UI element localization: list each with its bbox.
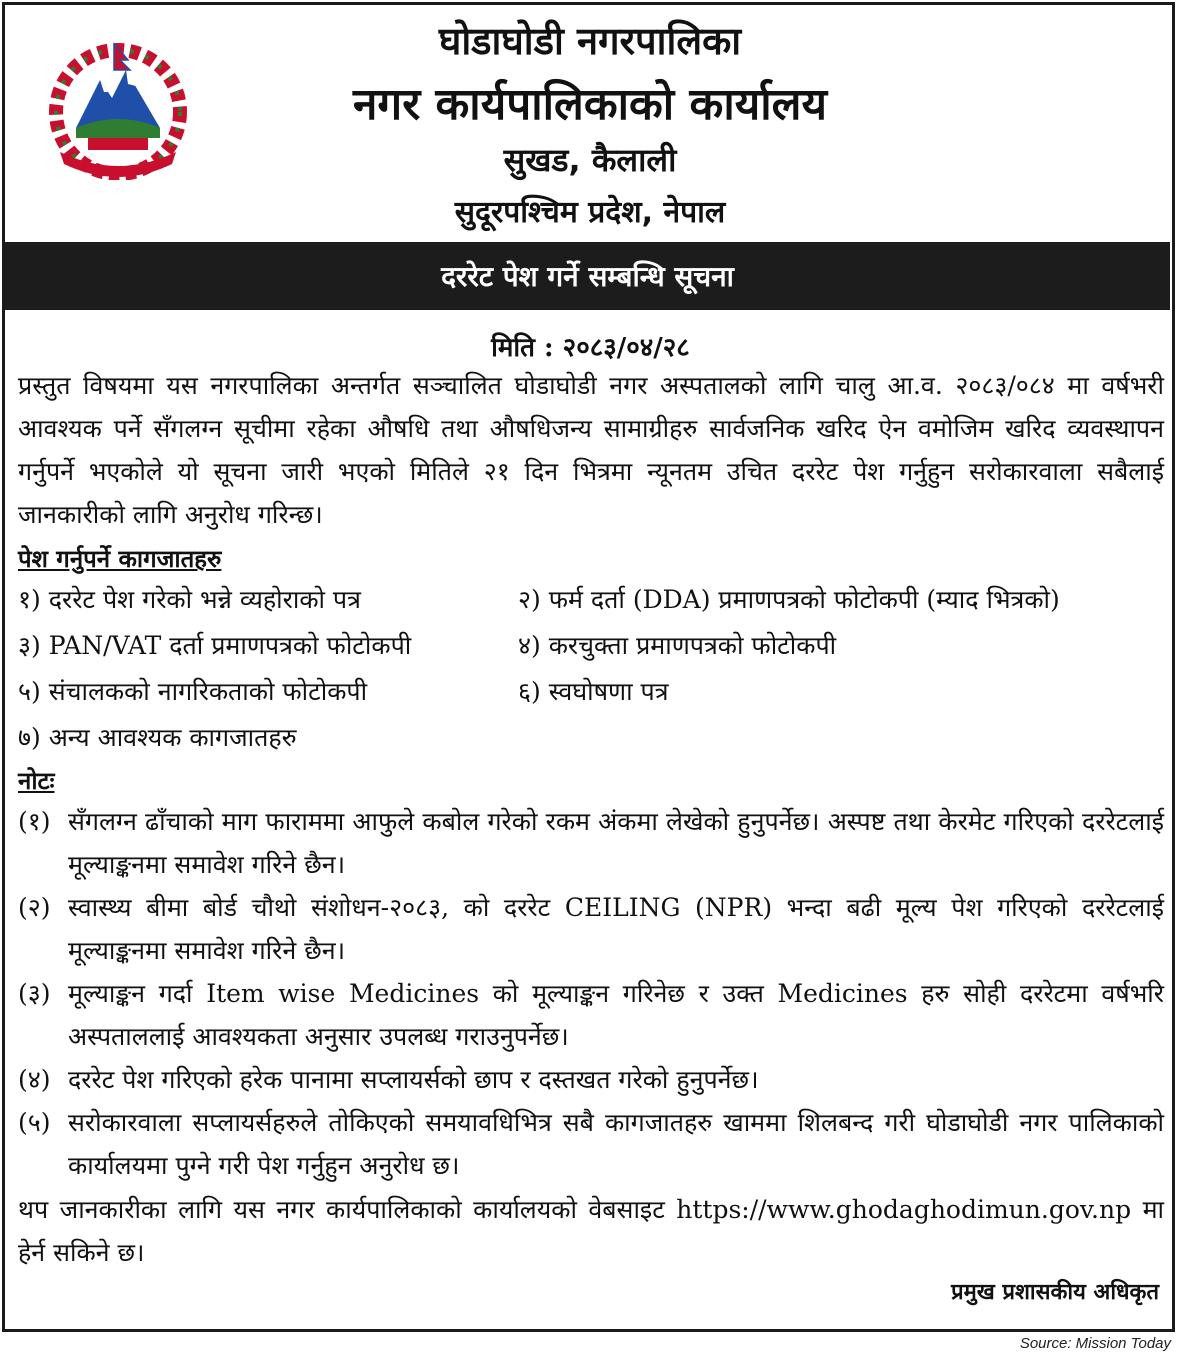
closing-paragraph: थप जानकारीका लागि यस नगर कार्यपालिकाको कार्यालयको वेबसाइट https://www.ghodaghodimun.gov.np मा हेर्न सकिने छ।: [18, 1195, 1164, 1267]
province-country: सुदूरपश्चिम प्रदेश, नेपाल: [454, 195, 726, 230]
intro-paragraph: प्रस्तुत विषयमा यस नगरपालिका अन्तर्गत सञ्चालित घोडाघोडी नगर अस्पतालको लागि चालु आ.व. २०८३/०८४ मा वर्षभरी आवश्यक पर्ने सँगलग्न सूचीमा रहेका औषधि तथा औषधिजन्य सामाग्रीहरु सार्वजनिक खरिद ऐन वमोजिम खरिद व्यवस्थापन गर्नुपर्ने भएकोले यो सूचना जारी भएको मितिले २१ दिन भित्रमा न्यूनतम उचित दररेट पेश गर्नुहुन सरोकारवाला सबैलाई जानकारीको लागि अनुरोध गरिन्छ।: [18, 371, 1164, 529]
notice-date: मिति : २०८३/०४/२८: [491, 333, 690, 363]
source-credit: Source: Mission Today: [1019, 1335, 1171, 1352]
note-text: मूल्याङ्कन गर्दा Item wise Medicines को मूल्याङ्कन गरिनेछ र उक्त Medicines हरु सोही दररेटमा वर्षभरि अस्पताललाई आवश्यकता अनुसार उपलब्ध गराउनुपर्नेछ।: [68, 979, 1164, 1051]
document-item: ६) स्वघोषणा पत्र: [518, 677, 669, 706]
document-item: ७) अन्य आवश्यक कागजातहरु: [18, 723, 297, 752]
note-number: (१): [18, 807, 51, 836]
notes-list: [18, 800, 1164, 1187]
note-number: (५): [18, 1108, 51, 1137]
note-item: [18, 800, 1164, 886]
note-item: [18, 1101, 1164, 1187]
nepal-emblem-icon: [38, 40, 198, 180]
document-item: १) दररेट पेश गरेको भन्ने व्यहोराको पत्र: [18, 585, 361, 614]
note-text: सरोकारवाला सप्लायर्सहरुले तोकिएको समयावधिभित्र सबै कागजातहरु खाममा शिलबन्द गरी घोडाघोडी नगर पालिकाको कार्यालयमा पुग्ने गरी पेश गर्नुहुन अनुरोध छ।: [68, 1108, 1164, 1180]
notes-heading: नोटः: [18, 766, 55, 795]
office-location: सुखड, कैलाली: [503, 141, 677, 179]
notice-title-bar: [5, 242, 1170, 310]
signatory: प्रमुख प्रशासकीय अधिकृत: [951, 1280, 1159, 1305]
note-item: [18, 972, 1164, 1058]
document-item: २) फर्म दर्ता (DDA) प्रमाणपत्रको फोटोकपी (म्याद भित्रको): [518, 585, 1060, 614]
municipality-name: घोडाघोडी नगरपालिका: [438, 19, 742, 63]
note-number: (४): [18, 1065, 51, 1094]
note-text: स्वास्थ्य बीमा बोर्ड चौथो संशोधन-२०८३, को दररेट CEILING (NPR) भन्दा बढी मूल्य पेश गरिएको दररेटलाई मूल्याङ्कनमा समावेश गरिने छैन।: [68, 893, 1164, 965]
document-item: ५) संचालकको नागरिकताको फोटोकपी: [18, 677, 368, 706]
map-base: [88, 138, 148, 150]
note-text: सँगलग्न ढाँचाको माग फाराममा आफुले कबोल गरेको रकम अंकमा लेखेको हुनुपर्नेछ। अस्पष्ट तथा केरमेट गरिएको दररेटलाई मूल्याङ्कनमा समावेश गरिने छैन।: [68, 807, 1164, 879]
documents-heading: पेश गर्नुपर्ने कागजातहरु: [18, 544, 222, 573]
document-item: ३) PAN/VAT दर्ता प्रमाणपत्रको फोटोकपी: [18, 631, 412, 660]
document-item: ४) करचुक्ता प्रमाणपत्रको फोटोकपी: [518, 631, 837, 660]
note-item: [18, 886, 1164, 972]
office-name: नगर कार्यपालिकाको कार्यालय: [353, 79, 827, 130]
notice-title: दररेट पेश गर्ने सम्बन्धि सूचना: [441, 260, 734, 293]
note-text: दररेट पेश गरिएको हरेक पानामा सप्लायर्सको छाप र दस्तखत गरेको हुनुपर्नेछ।: [68, 1065, 759, 1094]
note-item: [18, 1058, 1164, 1101]
note-number: (३): [18, 979, 51, 1008]
note-number: (२): [18, 893, 51, 922]
